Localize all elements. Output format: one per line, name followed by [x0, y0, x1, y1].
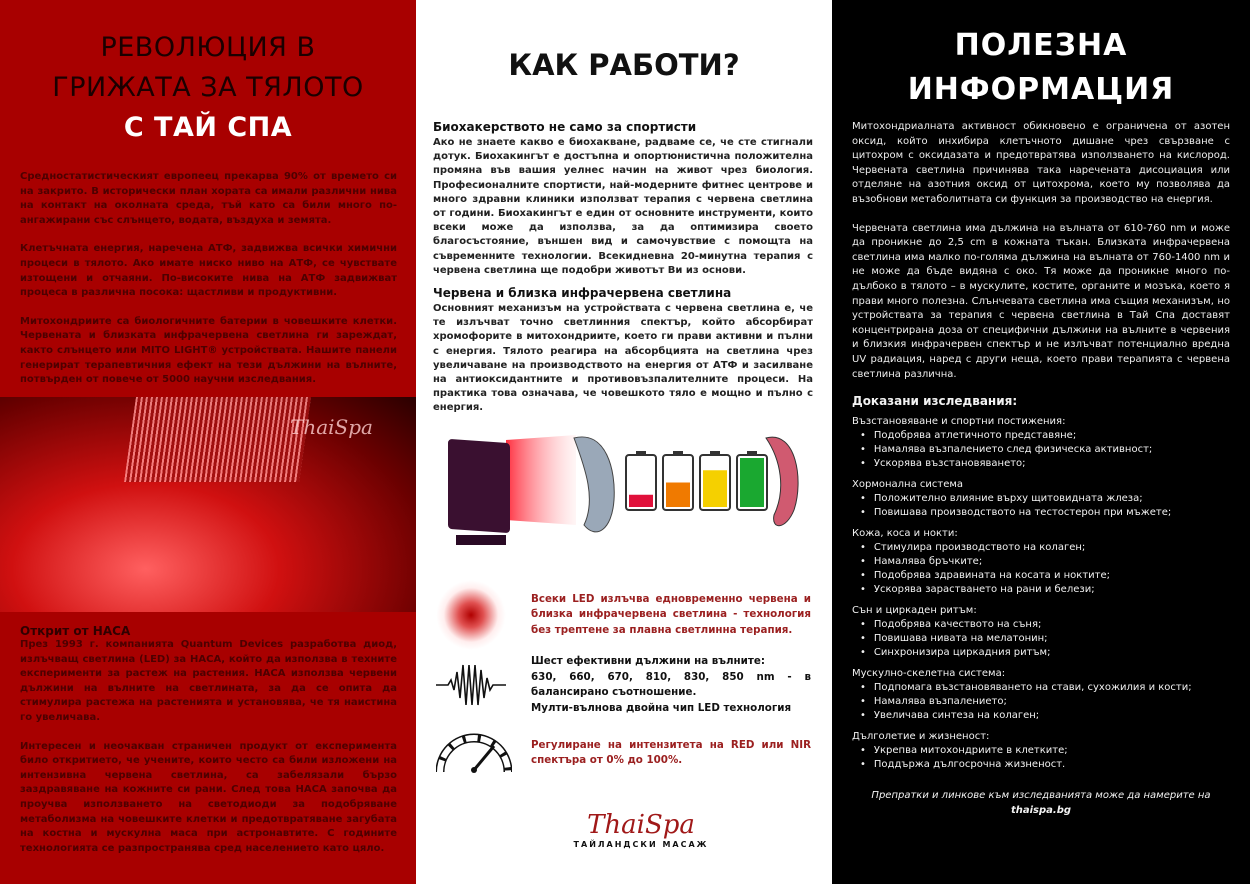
feature-line: 630, 660, 670, 810, 830, 850 nm - в балансирано съотношение.: [531, 670, 811, 698]
middle-title: КАК РАБОТИ?: [508, 48, 740, 82]
research-groups: [852, 415, 1230, 772]
battery-fill: [740, 458, 764, 507]
led-glow-icon: [436, 580, 506, 650]
led-panel-icon: [448, 439, 510, 533]
feature-led: [436, 580, 811, 650]
research-item: • Подобрява здравината на косата и ноктите;: [852, 569, 1230, 583]
paragraph: Основният механизъм на устройствата с червена светлина е, че те излъчват точно светлинния спектър, който абсорбират хромофорите в митохондриите, което ги прави активни и пълни с енергия. Тялото реагира на абсорбцията на светлина чрез увеличаване на производството на енергия от АТФ и засилване на антиоксидантните и противовъзпалителните процеси. На практика това означава, че човешкото тяло е мощно и пълно с енергия.: [433, 303, 813, 414]
mitochondria-illustration: [436, 430, 826, 560]
footer-text: Препратки и линкове към изследванията може да намерите на: [871, 790, 1211, 802]
research-item: • Укрепва митохондриите в клетките;: [852, 744, 1230, 758]
battery-cap: [747, 451, 757, 455]
research-group-title: Дълголетие и жизненост:: [852, 731, 990, 743]
happy-mitochondria-icon: [766, 437, 798, 526]
battery-fill: [703, 470, 727, 507]
battery-cap: [636, 451, 646, 455]
feature-line: Шест ефективни дължини на вълните:: [531, 655, 765, 667]
paragraph: Средностатистическият европеец прекарва 90% от времето си на закрито. В исторически план хората са имали различни нива на контакт на околната среда, тъй като са били много по-ангажирани със слънцето, водата, въздуха и земята.: [20, 171, 397, 226]
research-group-title: Сън и циркаден ритъм:: [852, 605, 977, 617]
research-group-title: Хормонална система: [852, 479, 964, 491]
battery-fill: [666, 483, 690, 508]
left-title: [0, 28, 416, 148]
title-line: ПОЛЕЗНА: [954, 28, 1128, 63]
research-item: • Повишава нивата на мелатонин;: [852, 632, 1230, 646]
paragraph: Митохондриалната активност обикновено е ограничена от азотен оксид, който инхибира клетъчното дишане чрез свързване с цитохром с оксидазата и предотвратява използването на кислород. Червената светлина причинява така наречената дисоциация или отделяне на азотния оксид от цитохрома, което му позволява да възобнови метаболитната си функция за производство на енергия.: [852, 121, 1230, 205]
research-item: • Подобрява качеството на съня;: [852, 618, 1230, 632]
red-light-therapy-photo: [0, 397, 416, 612]
paragraph: През 1993 г. компанията Quantum Devices разработва диод, излъчващ светлина (LED) за НАСА, който да използва в техните експерименти за растеж на растения. НАСА използва червени дължини на вълните на светлината, за да се опита да стимулира растежа на растенията и установява, че тя наистина го увеличава.: [20, 639, 397, 723]
footer-link[interactable]: thaispa.bg: [1010, 805, 1072, 817]
research-item: • Подобрява атлетичното представяне;: [852, 429, 1230, 443]
gauge-icon: [436, 732, 512, 774]
research-list: [852, 618, 1230, 660]
paragraph: Митохондриите са биологичните батерии в човешките клетки. Червената и близката инфрачервена светлина ги зареждат, както слънцето или MITO LIGHT® устройствата. Нашите панели генерират терапевтичния ефект на тези дължини на вълните, потвърден от повече от 5000 научни изследвания.: [20, 315, 397, 386]
research-item: • Намалява възпалението;: [852, 695, 1230, 709]
feature-text: Всеки LED излъчва едновременно червена и близка инфрачервена светлина - технология без трептене за плавна светлинна терапия.: [531, 592, 811, 636]
research-group-title: Възстановяване и спортни постижения:: [852, 416, 1066, 428]
logo-text: ThaiSpa: [587, 810, 695, 840]
battery-cap: [710, 451, 720, 455]
feature-line: Мулти-вълнова двойна чип LED технология: [531, 701, 792, 714]
research-item: • Подпомага възстановяването на стави, сухожилия и кости;: [852, 681, 1230, 695]
logo-subtitle: ТАЙЛАНДСКИ МАСАЖ: [573, 840, 709, 849]
panel-stand: [456, 535, 506, 545]
middle-column: [416, 0, 832, 884]
led-panel: [124, 397, 311, 482]
feature-wavelengths: [436, 654, 811, 716]
nasa-heading: Открит от НАСА: [20, 624, 131, 638]
research-heading: Доказани изследвания:: [852, 394, 1018, 409]
research-list: [852, 429, 1230, 471]
research-list: [852, 681, 1230, 723]
paragraph: Клетъчната енергия, наречена АТФ, задвижва всички химични процеси в тялото. Ако имате ниско ниво на АТФ, се чувствате изтощени и отчаяни. По-високите нива на АТФ задвижват процеса в различна посока: щастливи и продуктивни.: [20, 243, 397, 299]
research-item: • Положително влияние върху щитовидната жлеза;: [852, 492, 1230, 506]
research-item: • Поддържа дългосрочна жизненост.: [852, 758, 1230, 772]
paragraph: Ако не знаете какво е биохакване, радваме се, че сте стигнали дотук. Биохакингът е достъпна и опортюнистична положителна промяна във вашия уелнес начин на живот чрез биология. Професионалните спортисти, най-модерните фитнес центрове и много здравни клиники използват терапия с червена светлина от години. Биохакингът е един от основните инструменти, които всеки може да използва, за да оптимизира своето благосъстояние, външен вид и самочувствие с помощта на съвременните технологии. Всекидневна 20-минутна терапия с червена светлина ще подобри животът Ви из основи.: [433, 137, 813, 276]
research-list: [852, 744, 1230, 772]
thaispa-logo: [536, 810, 716, 849]
battery-cap: [673, 451, 683, 455]
research-item: • Стимулира производството на колаген;: [852, 541, 1230, 555]
feature-text: Регулиране на интензитета на RED или NIR спектъра от 0% до 100%.: [531, 738, 811, 766]
tired-mitochondria-icon: [574, 437, 614, 532]
research-group-title: Кожа, коса и нокти:: [852, 528, 958, 540]
left-column: [0, 0, 416, 884]
battery-fill: [629, 495, 653, 507]
research-item: • Ускорява зарастването на рани и белези;: [852, 583, 1230, 597]
title-highlight: С ТАЙ СПА: [123, 112, 293, 143]
light-beam: [506, 435, 576, 525]
title-line: ИНФОРМАЦИЯ: [907, 72, 1175, 107]
footer-note: [852, 788, 1230, 818]
paragraph: Интересен и неочакван страничен продукт от експеримента било откритието, че учените, които често са били изложени на интензивна червена светлина, са забелязали бързо заздравяване на кожните си рани. След това НАСА започва да проучва използването на светодиоди за подобряване метаболизма на човешките клетки и предотвратяване загубата на костна и мускулна маса при астронавтите. С годините технологията се разпространява сред населението като цяло.: [20, 740, 397, 854]
research-item: • Намалява възпалението след физическа активност;: [852, 443, 1230, 457]
paragraph: Червената светлина има дължина на вълната от 610-760 nm и може да проникне до 2,5 cm в кожната тъкан. Близката инфрачервена светлина има малко по-голяма дължина на вълната от 760-1400 nm и не може да бъде видяна с око. Тя може да проникне много по-дълбоко в тялото – в мускулите, костите, органите и мозъка, което я прави много полезна. Слънчевата светлина има същия механизъм, но устройствата за терапия с червена светлина в Тай Спа доставят концентрирана доза от специфични дължини на вълните в червения и близкия инфрачервен спектър и не излъчват потенциално вредна UV радиация, наред с други неща, което прави терапията с червена светлина различна.: [852, 222, 1230, 380]
title-line: РЕВОЛЮЦИЯ В: [100, 32, 316, 63]
research-item: • Синхронизира циркадния ритъм;: [852, 646, 1230, 660]
right-title: [832, 24, 1250, 112]
photo-watermark: ThaiSpa: [290, 415, 373, 439]
research-item: • Намалява бръчките;: [852, 555, 1230, 569]
research-item: • Увеличава синтеза на колаген;: [852, 709, 1230, 723]
research-group-title: Мускулно-скелетна система:: [852, 668, 1006, 680]
title-line: ГРИЖАТА ЗА ТЯЛОТО: [52, 72, 364, 103]
research-item: • Ускорява възстановяването;: [852, 457, 1230, 471]
feature-intensity: [436, 732, 811, 774]
research-list: [852, 492, 1230, 520]
research-list: [852, 541, 1230, 597]
research-item: • Повишава производството на тестостерон при мъжете;: [852, 506, 1230, 520]
section-heading: Червена и близка инфрачервена светлина: [433, 286, 732, 301]
section-heading: Биохакерството не само за спортисти: [433, 120, 697, 134]
right-column: [832, 0, 1250, 884]
wave-icon: [436, 660, 506, 710]
